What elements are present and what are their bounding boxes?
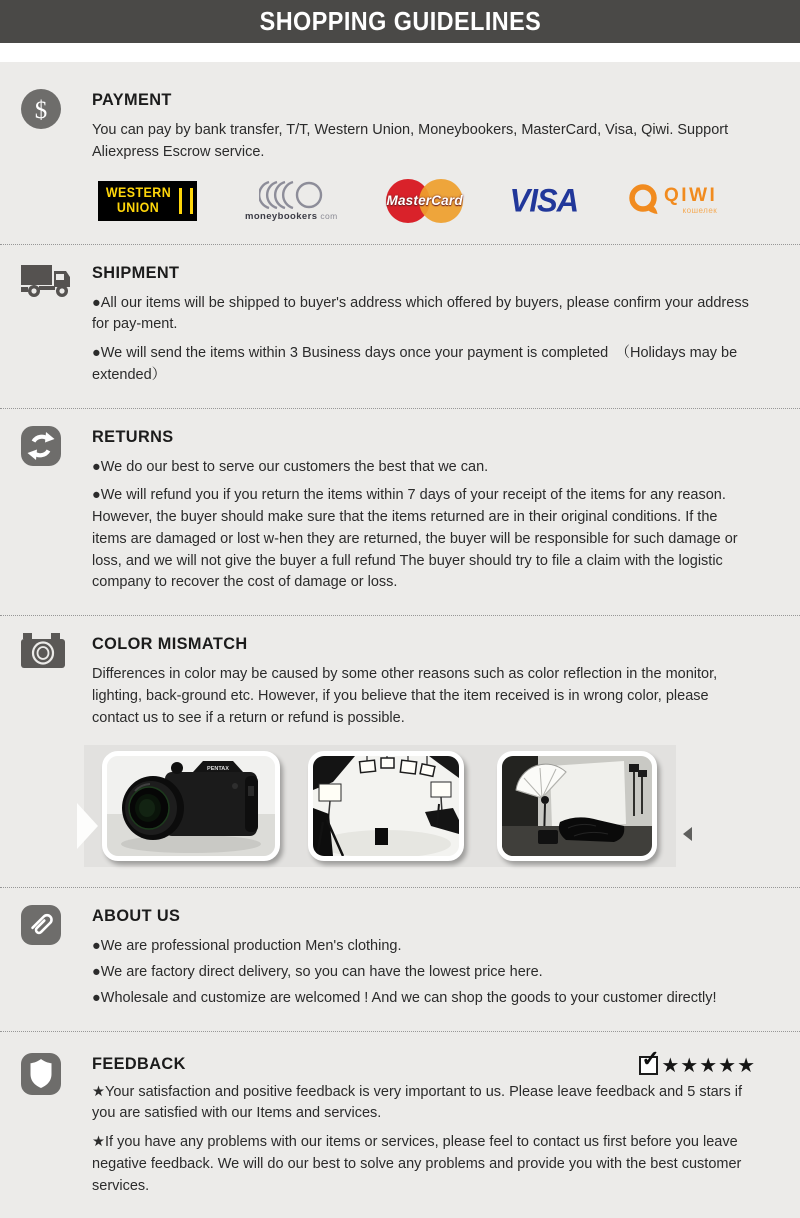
paperclip-icon xyxy=(20,933,62,950)
five-star-rating: ★★★★★ xyxy=(661,1053,756,1078)
section-about-us xyxy=(0,888,800,1030)
returns-icon-column xyxy=(20,423,92,602)
about-icon-column xyxy=(20,902,92,1016)
feedback-bullet: ★Your satisfaction and positive feedback is very important to us. Please leave feedback and 5 stars if you are satisfied with our Items and services. xyxy=(92,1082,756,1126)
qiwi-logo xyxy=(628,183,717,219)
feedback-rating xyxy=(639,1053,756,1078)
feedback-bullet: ★If you have any problems with our items or services, please feel to contact us first before you leave negative feedback. We will do our best to solve any problems and provide you with the best customer services. xyxy=(92,1132,756,1197)
color-mismatch-title: COLOR MISMATCH xyxy=(92,634,729,654)
western-union-bars xyxy=(179,188,193,214)
section-shipment xyxy=(0,245,800,408)
shipment-bullet: ●We will send the items within 3 Business days once your payment is completed （Holidays may be extended） xyxy=(92,343,756,387)
checked-checkbox-icon xyxy=(639,1056,658,1075)
qiwi-label-wrap: QIWI кошелек xyxy=(664,186,717,215)
payment-title: PAYMENT xyxy=(92,90,729,110)
header xyxy=(0,0,800,43)
svg-text:$: $ xyxy=(35,97,48,124)
check-mark-icon: ✓ xyxy=(641,1048,659,1070)
about-title: ABOUT US xyxy=(92,906,729,926)
payment-logos-row xyxy=(98,178,756,224)
umbrella-studio-photo xyxy=(497,751,657,861)
carousel-next-arrow[interactable] xyxy=(683,827,692,841)
qiwi-q-icon xyxy=(628,183,662,219)
about-bullet: ●We are factory direct delivery, so you can have the lowest price here. xyxy=(92,962,756,984)
shipment-bullet: ●All our items will be shipped to buyer's address which offered by buyers, please confirm your address for pay-ment. xyxy=(92,293,756,337)
studio-photo xyxy=(308,751,464,861)
western-union-logo xyxy=(98,181,197,221)
feedback-title: FEEDBACK xyxy=(92,1054,186,1074)
mastercard-label: MasterCard xyxy=(386,192,464,207)
section-feedback xyxy=(0,1032,800,1218)
shipment-title: SHIPMENT xyxy=(92,263,729,283)
refresh-arrows-icon xyxy=(20,454,62,471)
section-returns xyxy=(0,409,800,616)
truck-icon xyxy=(20,288,74,305)
shipment-icon-column xyxy=(20,259,92,394)
camera-photo xyxy=(102,751,280,861)
feedback-icon-column xyxy=(20,1050,92,1205)
camera-icon xyxy=(20,657,66,674)
returns-bullet: ●We do our best to serve our customers the best that we can. xyxy=(92,457,756,479)
moneybookers-logo xyxy=(245,180,338,222)
moneybookers-label: moneybookers com xyxy=(245,211,338,222)
about-bullet: ●We are professional production Men's clothing. xyxy=(92,936,756,958)
western-union-label: WESTERN UNION xyxy=(103,186,174,214)
shield-icon xyxy=(20,1083,62,1100)
color-mismatch-description: Differences in color may be caused by some other reasons such as color reflection in the monitor, lighting, back-ground etc. However, if you believe that the item received is in wrong color, please contact us to see if a return or refund is possible. xyxy=(92,664,756,729)
moneybookers-arcs-icon xyxy=(259,180,323,210)
page-title: SHOPPING GUIDELINES xyxy=(259,6,541,37)
section-payment xyxy=(0,62,800,244)
visa-logo: VISA xyxy=(510,182,578,220)
returns-title: RETURNS xyxy=(92,427,729,447)
photo-carousel xyxy=(84,745,676,867)
carousel-prev-arrow[interactable] xyxy=(77,803,98,849)
section-color-mismatch xyxy=(0,616,800,887)
header-underline xyxy=(0,43,800,62)
mastercard-logo xyxy=(386,178,464,224)
svg-text:PENTAX: PENTAX xyxy=(207,766,229,772)
payment-description: You can pay by bank transfer, T/T, Western Union, Moneybookers, MasterCard, Visa, Qiwi. Support Aliexpress Escrow service. xyxy=(92,120,756,164)
payment-icon-column xyxy=(20,86,92,230)
returns-bullet: ●We will refund you if you return the items within 7 days of your receipt of the items for any reason. However, the buyer should make sure that the items returned are in their original conditions. If the items are damaged or lost w-hen they are returned, the buyer will be responsible for such damage or loss, and we will not give the buyer a full refund The buyer should try to file a claim with the logistic company to recover the cost of damage or loss. xyxy=(92,485,756,594)
dollar-icon xyxy=(20,117,62,134)
feedback-header-row xyxy=(92,1050,756,1082)
about-bullet: ●Wholesale and customize are welcomed ! And we can shop the goods to your customer directly! xyxy=(92,988,756,1010)
